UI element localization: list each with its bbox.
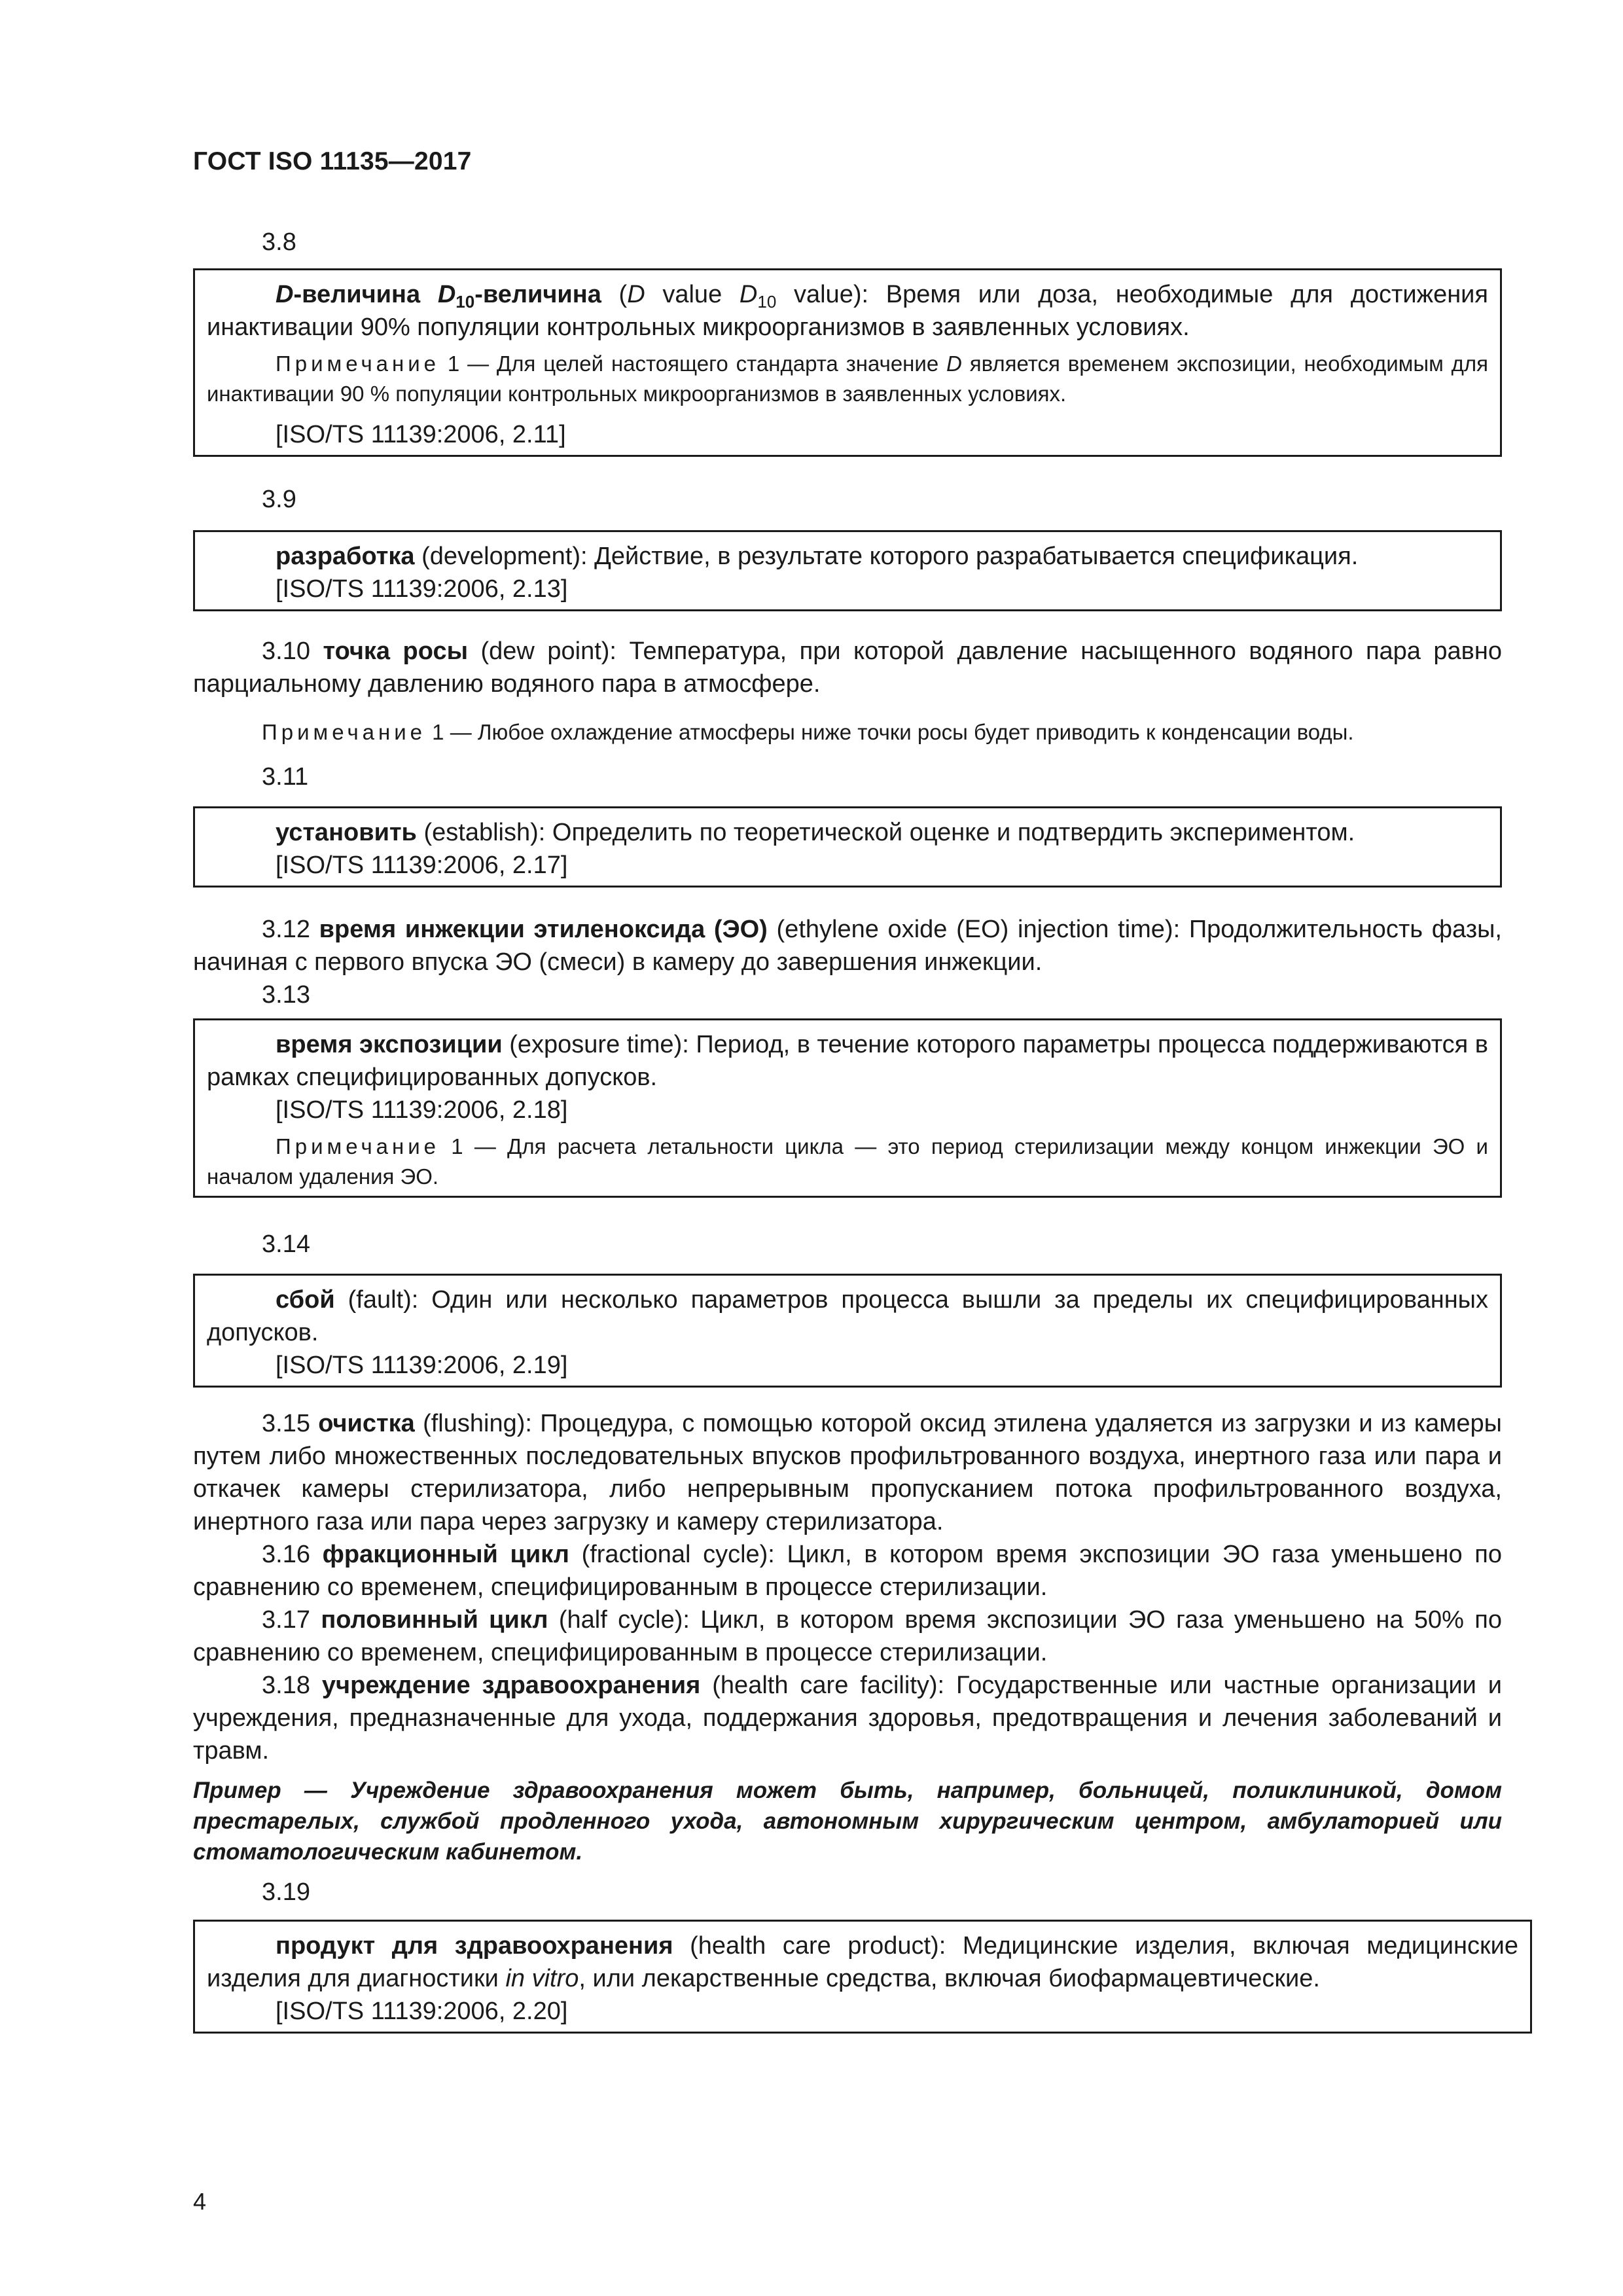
entries-3-15-to-3-18 [193,1407,1502,1767]
note-3-13: Примечание 1 — Для расчета летальности цикла — это период стерилизации между концом инжекции ЭО и началом удаления ЭО. [207,1134,1488,1189]
reference-3-14: [ISO/TS 11139:2006, 2.19] [276,1352,568,1379]
entry-number-3-9: 3.9 [262,486,296,513]
definition-3-16: 3.16 фракционный цикл (fractional cycle): Цикл, в котором время экспозиции ЭО газа уменьшено по сравнению со временем, специфицированным в процессе стерилизации. [193,1541,1502,1601]
example-3-18: Пример — Учреждение здравоохранения может быть, например, больницей, поликлиникой, домом престарелых, службой продленного ухода, автономным хирургическим центром, амбулаторией или стоматологическим кабинетом. [193,1778,1502,1865]
definition-3-14: сбой (fault): Один или несколько параметров процесса вышли за пределы их специфицированных допусков. [207,1286,1488,1346]
definition-3-18: 3.18 учреждение здравоохранения (health care facility): Государственные или частные организации и учреждения, предназначенные для ухода, поддержания здоровья, предотвращения и лечения заболеваний и травм. [193,1672,1502,1765]
note-3-8: Примечание 1 — Для целей настоящего стандарта значение D является временем экспозиции, необходимым для инактивации 90 % популяции контрольных микроорганизмов в заявленных условиях. [207,351,1488,406]
entry-3-10 [193,635,1502,747]
definition-3-11: установить (establish): Определить по теоретической оценке и подтвердить экспериментом. [276,819,1355,846]
entry-number-3-8: 3.8 [262,228,296,256]
definition-3-17: 3.17 половинный цикл (half cycle): Цикл, в котором время экспозиции ЭО газа уменьшено на 50% по сравнению со временем, специфицированным в процессе стерилизации. [193,1606,1502,1666]
term-box-3-9 [193,530,1502,611]
entry-number-3-14: 3.14 [262,1230,310,1258]
entry-number-3-13: 3.13 [262,981,310,1009]
reference-3-9: [ISO/TS 11139:2006, 2.13] [276,575,568,603]
reference-3-11: [ISO/TS 11139:2006, 2.17] [276,852,568,879]
definition-3-12: 3.12 время инжекции этиленоксида (ЭО) (ethylene oxide (EO) injection time): Продолжительность фазы, начиная с первого впуска ЭО (смеси) в камеру до завершения инжекции. [193,916,1502,976]
term-box-3-19 [193,1920,1532,2034]
reference-3-8: [ISO/TS 11139:2006, 2.11] [276,421,566,448]
definition-3-9: разработка (development): Действие, в результате которого разрабатывается спецификация. [276,543,1359,570]
page-number: 4 [193,2188,207,2215]
term-box-3-14 [193,1274,1502,1388]
reference-3-19: [ISO/TS 11139:2006, 2.20] [276,1998,568,2025]
definition-3-19: продукт для здравоохранения (health care product): Медицинские изделия, включая медицинские изделия для диагностики in vitro, или лекарственные средства, включая биофармацевтические. [207,1932,1518,1992]
definition-3-10: 3.10 точка росы (dew point): Температура, при которой давление насыщенного водяного пара равно парциальному давлению водяного пара в атмосфере. [193,637,1502,698]
entry-number-3-11: 3.11 [262,763,309,791]
entry-number-3-19: 3.19 [262,1878,310,1906]
definition-3-13: время экспозиции (exposure time): Период, в течение которого параметры процесса поддерживаются в рамках специфицированных допусков. [207,1031,1488,1091]
term-box-3-8 [193,268,1502,457]
definition-3-15: 3.15 очистка (flushing): Процедура, с помощью которой оксид этилена удаляется из загрузки и из камеры путем либо множественных последовательных впусков профильтрованного воздуха, инертного газа или пара и откачек камеры стерилизатора, либо непрерывным пропусканием потока профильтрованного воздуха, инертного газа или пара через загрузку и камеру стерилизатора. [193,1410,1502,1535]
definition-3-8: D-величина $D_{10}$-величина (D value $D_{10}$ value): Время или доза, необходимые для достижения инактивации 90% популяции контрольных микроорганизмов в заявленных условиях. [207,281,1488,341]
term-box-3-13 [193,1018,1502,1198]
document-header: ГОСТ ISO 11135—2017 [193,147,472,175]
note-3-10: Примечание 1 — Любое охлаждение атмосферы ниже точки росы будет приводить к конденсации воды. [262,720,1354,744]
term-box-3-11 [193,806,1502,888]
reference-3-13: [ISO/TS 11139:2006, 2.18] [276,1096,568,1124]
entry-3-12 [193,913,1502,978]
